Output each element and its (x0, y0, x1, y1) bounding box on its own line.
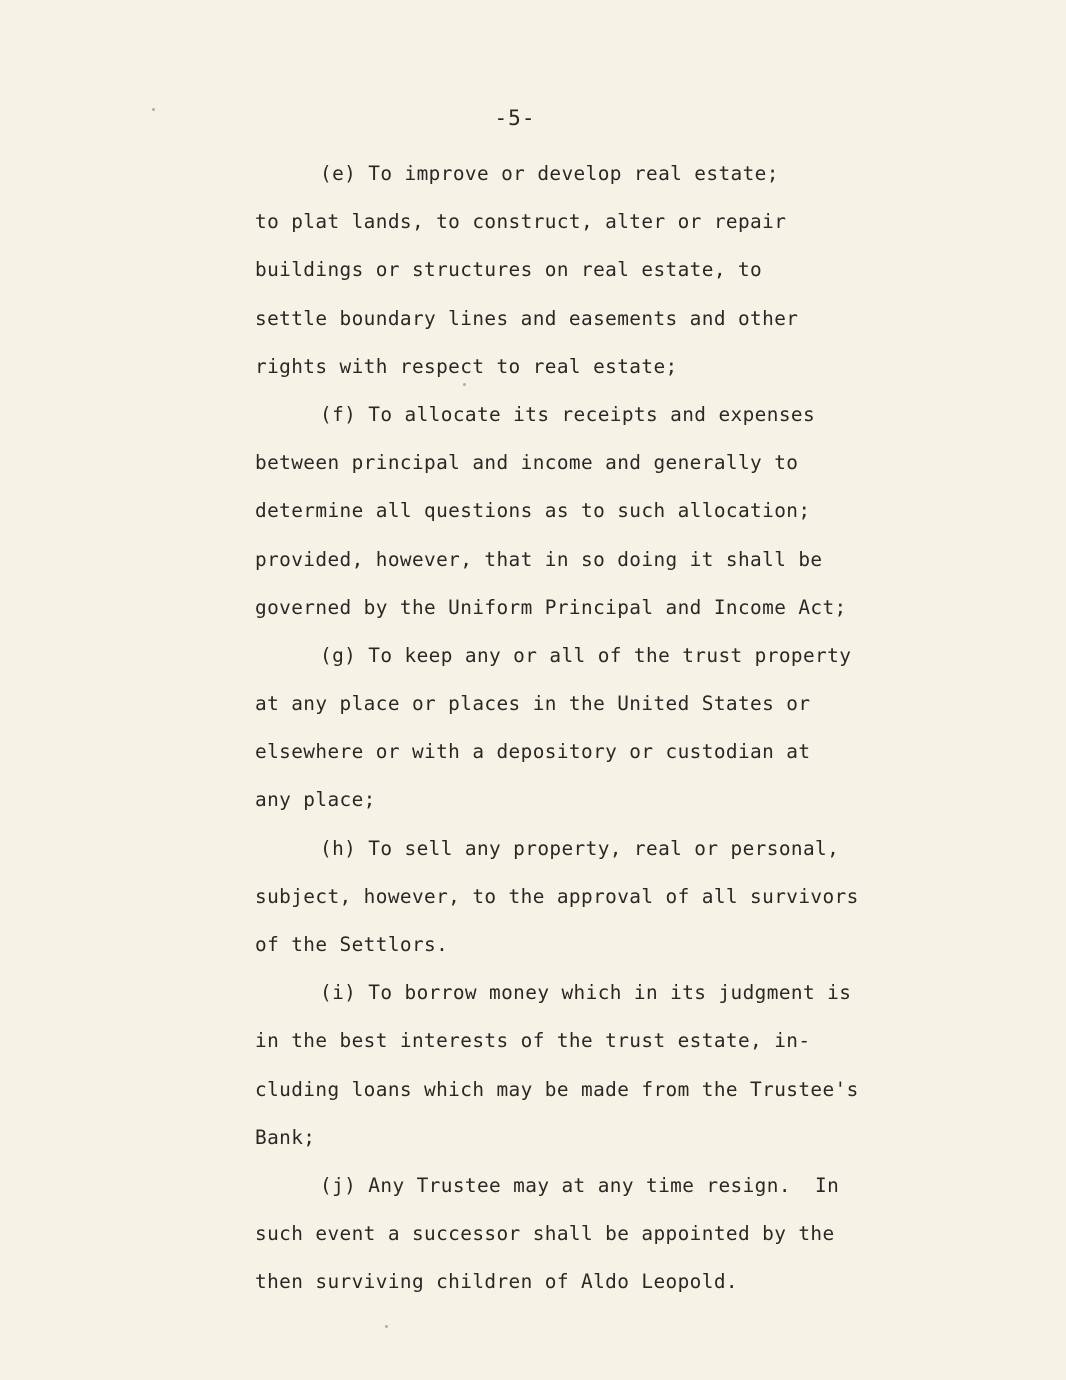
text-line: provided, however, that in so doing it shall be (255, 547, 823, 571)
text-line: Bank; (255, 1125, 316, 1149)
text-line: cluding loans which may be made from the Trustee's (255, 1077, 859, 1101)
text-line: (g) To keep any or all of the trust property (320, 643, 852, 667)
text-line: between principal and income and generally to (255, 451, 799, 475)
paragraph-e (255, 150, 955, 391)
text-line: subject, however, to the approval of all survivors (255, 884, 859, 908)
text-line: to plat lands, to construct, alter or repair (255, 210, 787, 234)
text-line: at any place or places in the United States or (255, 692, 811, 716)
text-line: rights with respect to real estate; (255, 354, 678, 378)
text-line: (h) To sell any property, real or personal, (320, 836, 840, 860)
text-line: elsewhere or with a depository or custodian at (255, 740, 811, 764)
text-line: in the best interests of the trust estate, in- (255, 1029, 811, 1053)
paragraph-g (255, 632, 955, 825)
paragraph-i (255, 969, 955, 1162)
text-line: any place; (255, 788, 376, 812)
paragraph-h (255, 825, 955, 970)
text-line: (i) To borrow money which in its judgment is (320, 981, 852, 1005)
text-line: then surviving children of Aldo Leopold. (255, 1270, 738, 1294)
paragraph-f (255, 391, 955, 632)
text-line: such event a successor shall be appointed by the (255, 1222, 835, 1246)
text-line: (e) To improve or develop real estate; (320, 162, 779, 185)
paragraph-j (255, 1162, 955, 1307)
text-line: governed by the Uniform Principal and Income Act; (255, 595, 847, 619)
text-line: (j) Any Trustee may at any time resign. In (320, 1173, 840, 1197)
text-line: of the Settlors. (255, 933, 449, 956)
text-line: (f) To allocate its receipts and expenses (320, 402, 816, 426)
page-number: -5- (494, 106, 536, 130)
paper-speck (385, 1325, 388, 1328)
text-line: determine all questions as to such allocation; (255, 499, 811, 523)
document-body (255, 150, 955, 1307)
text-line: settle boundary lines and easements and other (255, 306, 799, 330)
text-line: buildings or structures on real estate, to (255, 258, 763, 282)
